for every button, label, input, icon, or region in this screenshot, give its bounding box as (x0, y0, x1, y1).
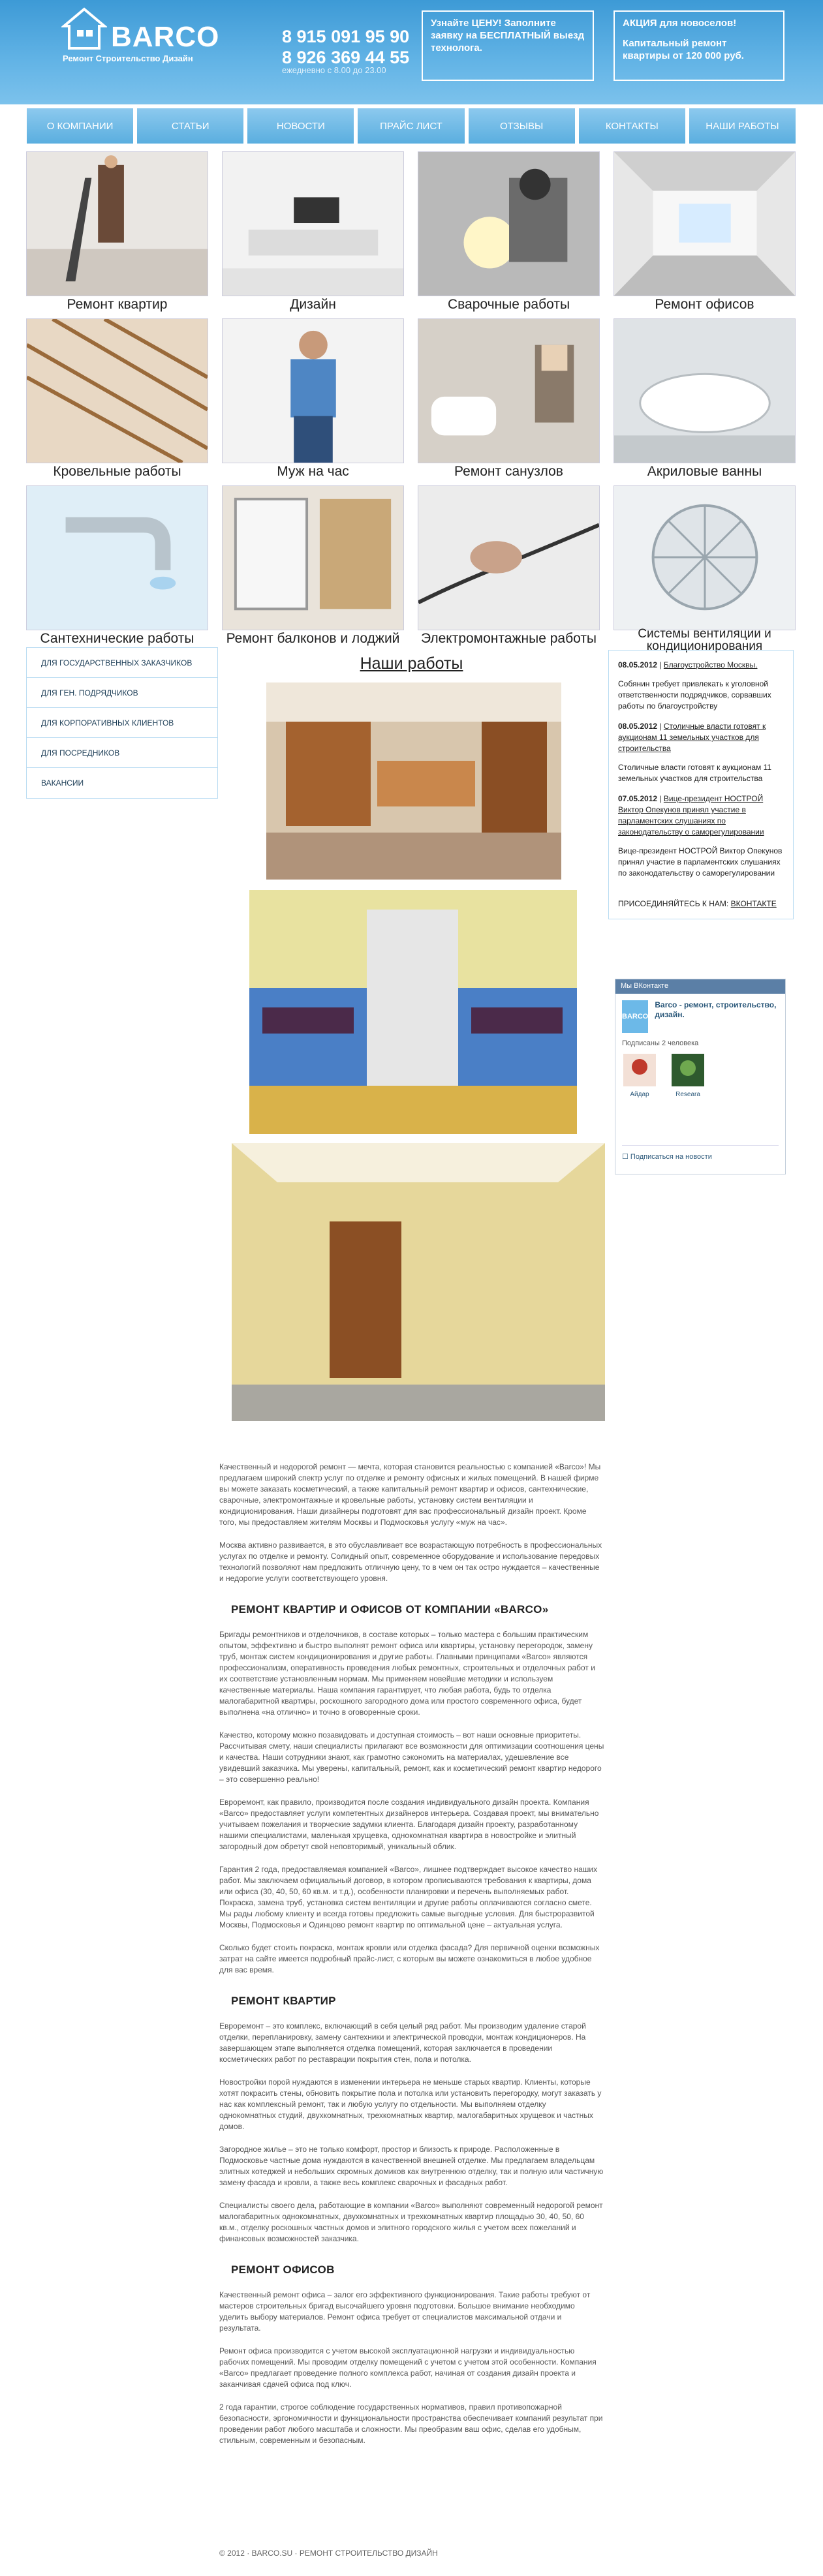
tile-label: Системы вентиляции и кондиционирования (638, 627, 771, 653)
work-photo-kitchen[interactable] (266, 682, 561, 880)
article-paragraph: Москва активно развивается, в это обуславливает все возрастающую потребность в профессиональных услугах по отделке и ремонту. Солидный опыт, современное оборудование и использование передовых технологий позволяют нам предложить отличную цену, то в чем он так остро нуждается – качественные и недорогие услуги соответствующего уровня. (219, 1541, 602, 1583)
tile-design[interactable] (222, 151, 404, 314)
promo-text: Капитальный ремонт квартиры от 120 000 руб. (623, 38, 744, 61)
nav-contacts[interactable]: КОНТАКТЫ (578, 108, 686, 144)
vk-subscribe-checkbox[interactable]: ☐ Подписаться на новости (622, 1145, 779, 1161)
article-paragraph: 2 года гарантии, строгое соблюдение государственных нормативов, правил противопожарной безопасности, эргономичности и функциональности пространства обеспечивает компаний результат при проведении работ любого масштаба и сложности. Мы преобразим ваш офис, сделав его удобным, стильным, современным и безопасным. (219, 2402, 603, 2445)
tile-handyman[interactable] (222, 318, 404, 482)
work-photo-hallway[interactable] (232, 1143, 605, 1421)
tile-plumbing[interactable] (26, 485, 208, 649)
tile-label: Сварочные работы (447, 297, 570, 312)
news-text: Вице-президент НОСТРОЙ Виктор Опекунов принял участие в парламентских слушаниях по законодательству о саморегулировании (618, 846, 783, 878)
article-paragraph: Сколько будет стоить покраска, монтаж кровли или отделка фасада? Для первичной оценки возможных затрат на сайте имеется подробный прайс-лист, с которым вы можете ознакомиться в любое удобное для вас время. (219, 1943, 600, 1974)
phone-2: 8 926 369 44 55 (282, 48, 410, 67)
site-footer: © 2012 · BARCO.SU · РЕМОНТ СТРОИТЕЛЬСТВО ДИЗАЙН (219, 2549, 438, 2558)
follow-label: ПРИСОЕДИНЯЙТЕСЬ К НАМ: (618, 899, 729, 908)
tile-balcony-repair[interactable] (222, 485, 404, 649)
promo-title: АКЦИЯ для новоселов! (623, 18, 737, 29)
free-visit-promo[interactable]: Узнайте ЦЕНУ! Заполните заявку на БЕСПЛАТНЫЙ выезд технолога. (422, 10, 594, 81)
tile-image (613, 151, 796, 296)
tile-acrylic-baths[interactable] (613, 318, 796, 482)
phone-1: 8 915 091 95 90 (282, 27, 410, 46)
site-logo[interactable] (60, 7, 223, 72)
tile-image (26, 318, 208, 463)
news-text: Столичные власти готовят к аукционам 11 земельных участков для строительства (618, 763, 772, 783)
sidebar-item-government[interactable]: ДЛЯ ГОСУДАРСТВЕННЫХ ЗАКАЗЧИКОВ (27, 648, 217, 678)
tile-image (418, 151, 600, 296)
article-heading: РЕМОНТ КВАРТИР (231, 1995, 336, 2007)
tile-image (222, 485, 404, 630)
news-item: 08.05.2012 | Благоустройство Москвы. Собянин требует привлекать к уголовной ответственности подрядчиков, сорвавших работы по благоустройству (618, 660, 784, 712)
tile-electrical[interactable] (418, 485, 600, 649)
news-date: 07.05.2012 (618, 794, 658, 803)
social-follow (618, 898, 784, 910)
article (219, 1462, 604, 2458)
member-avatar-icon (623, 1054, 656, 1086)
tile-label: Муж на час (277, 464, 349, 479)
tile-label: Ремонт квартир (67, 297, 168, 312)
news-date: 08.05.2012 (618, 722, 658, 731)
tile-image (418, 485, 600, 630)
tile-label: Кровельные работы (53, 464, 181, 479)
tile-label: Ремонт балконов и лоджий (226, 631, 400, 646)
tile-label: Ремонт санузлов (454, 464, 563, 479)
logo-word: BARCO (111, 21, 220, 53)
article-paragraph: Специалисты своего дела, работающие в компании «Barco» выполняют современный недорогой ремонт малогабаритных однокомнатных, двухкомнатных и трехкомнатных квартир площадью 30, 40, 50, 60 кв.м., отделку роскошных частных домов и элитного городского жилья с учетом всех пожеланий и финансовых возможностей заказчика. (219, 2201, 603, 2243)
nav-price-list[interactable]: ПРАЙС ЛИСТ (357, 108, 465, 144)
article-paragraph: Гарантия 2 года, предоставляемая компанией «Barco», лишнее подтверждает высокое качество наших работ. Мы заключаем официальный договор, в котором прописываются требования к квартиры, дома или офиса (30, 40, 50, 60 кв.м. и т.д.), особенности планировки и перечень выполняемых работ. Покраска, замена труб, установка систем вентиляции и другие работы оплачиваются согласно смете. Мы рады любому клиенту и всегда готовы предложить самые выгодные условия. Для быстроразвитой Москвы, Подмосковья и Одинцово ремонт квартир по оптимальной цене – актуальная услуга. (219, 1865, 598, 1929)
tile-label: Ремонт офисов (655, 297, 754, 312)
sidebar-item-vacancies[interactable]: ВАКАНСИИ (41, 778, 84, 788)
vk-subscribe-label: Подписаться на новости (630, 1153, 712, 1161)
vk-link[interactable]: ВКОНТАКТЕ (730, 899, 777, 908)
vk-widget-header: Мы ВКонтакте (615, 979, 785, 994)
article-paragraph: Качественный ремонт офиса – залог его эффективного функционирования. Такие работы требуют от мастеров строительных бригад высочайшего уровня подготовки. Большое внимание необходимо уделить выбору материалов. Ремонт офиса требует от специалистов максимальной отдачи и результата. (219, 2290, 591, 2333)
article-paragraph: Новостройки порой нуждаются в изменении интерьера не меньше старых квартир. Клиенты, которые хотят покрасить стены, обновить покрытие пола и потолка или установить перегородку, могут заказать у нас как комплексный ремонт, так и любую услугу по отдельности. Мы выполняем отделку однокомнатных студий, двухкомнатных, трехкомнатных квартир, малогабаритных хрущевок и частных домов. (219, 2078, 602, 2131)
vk-member-name: Researa (675, 1091, 700, 1098)
vk-member[interactable] (622, 1054, 657, 1098)
news-link[interactable]: Вице-президент НОСТРОЙ Виктор Опекунов принял участие в парламентских слушаниях по законодательству о саморегулировании (618, 794, 764, 836)
article-heading: РЕМОНТ ОФИСОВ (231, 2263, 335, 2276)
vk-group[interactable] (615, 994, 785, 1039)
tile-label: Электромонтажные работы (420, 631, 597, 646)
nav-our-works[interactable]: НАШИ РАБОТЫ (689, 108, 796, 144)
article-heading: РЕМОНТ КВАРТИР И ОФИСОВ ОТ КОМПАНИИ «BARCO» (231, 1603, 549, 1616)
tile-apartment-repair[interactable] (26, 151, 208, 314)
vk-subscriber-count: Подписаны 2 человека (622, 1039, 699, 1047)
tile-ventilation[interactable] (613, 485, 796, 653)
member-avatar-icon (672, 1054, 704, 1086)
article-paragraph: Евроремонт – это комплекс, включающий в себя целый ряд работ. Мы производим удаление старой отделки, перепланировку, замену сантехники и электрической проводки, монтаж кондиционеров. На завершающем этапе выполняется отделка помещений, которая заключается в проведении косметических работ по реставрации покрытия стен, пола и потолка. (219, 2021, 586, 2064)
sidebar-item-corporate[interactable]: ДЛЯ КОРПОРАТИВНЫХ КЛИЕНТОВ (27, 708, 217, 738)
news-item: 08.05.2012 | Столичные власти готовят к аукционам 11 земельных участков для строительства Столичные власти готовят к аукционам 11 земельных участков для строительства (618, 721, 784, 784)
tile-welding[interactable] (418, 151, 600, 314)
tile-image (418, 318, 600, 463)
article-paragraph: Качественный и недорогой ремонт — мечта, которая становится реальностью с компанией «Barco»! Мы предлагаем широкий спектр услуг по отделке и ремонту офисных и жилых помещений. В нашей фирме вы можете заказать косметический, а также капитальный ремонт квартир и офисов, сантехнические, сварочные, электромонтажные и кровельные работы, установку систем вентиляции и кондиционирования. Наши дизайнеры подготовят для вас профессиональный дизайн проект. Кроме того, мы предоставляем жителям Москвы и Подмосковья услугу «муж на час». (219, 1462, 601, 1527)
tile-image (613, 318, 796, 463)
article-paragraph: Ремонт офиса производится с учетом высокой эксплуатационной нагрузки и индивидуальностью рабочих помещений. Мы проводим отделку помещений с учетом с учетом этой особенности. Компания «Barco» предлагает проведение полного комплекса работ, начиная от создания дизайн проекта и заканчивая сдачей офиса под ключ. (219, 2346, 597, 2389)
phone-numbers (282, 26, 409, 68)
tile-bathroom-repair[interactable] (418, 318, 600, 482)
sidebar-item-intermediaries[interactable]: ДЛЯ ПОСРЕДНИКОВ (27, 738, 217, 768)
news-item: 07.05.2012 | Вице-президент НОСТРОЙ Виктор Опекунов принял участие в парламентских слушаниях по законодательству о саморегулировании Вице-президент НОСТРОЙ Виктор Опекунов принял участие в парламентских слушаниях по законодательству о саморегулировании (618, 793, 784, 879)
vk-widget (615, 979, 786, 1174)
tile-image (613, 485, 796, 630)
tile-office-repair[interactable] (613, 151, 796, 314)
news-link[interactable]: Благоустройство Москвы. (663, 660, 758, 669)
sidebar-item-general-contractors[interactable]: ДЛЯ ГЕН. ПОДРЯДЧИКОВ (27, 678, 217, 708)
tile-roofing[interactable] (26, 318, 208, 482)
article-paragraph: Качество, которому можно позавидовать и доступная стоимость – вот наши основные приоритеты. Рассчитывая смету, наши специалисты прилагают все возможности для оптимизации соотношения цены и качества. Наши сотрудники знают, как грамотно сэкономить на материалах, удешевление все увидевший заказчика. Мы уверены, капитальный, ремонт, как и косметический ремонт квартир недорого – это совершенно реально! (219, 1730, 604, 1784)
nav-reviews[interactable]: ОТЗЫВЫ (468, 108, 576, 144)
vk-group-name[interactable]: Barco - ремонт, строительство, дизайн. (655, 1000, 777, 1019)
news-date: 08.05.2012 (618, 660, 658, 669)
tile-label: Дизайн (290, 297, 336, 312)
work-photo-bathroom[interactable] (249, 890, 577, 1134)
news-sidebar (608, 650, 794, 919)
tile-label: Акриловые ванны (647, 464, 762, 479)
article-paragraph: Евроремонт, как правило, производится после создания индивидуального дизайн проекта. Компания «Barco» предоставляет услуги компетентных дизайнеров интерьера. Создавая проект, мы внимательно учитываем пожелания и творческие задумки клиента. Благодаря дизайн проекту, разработанному нашими специалистами, маленькая хрущевка, однокомнатная квартира в новостройке и элитный загородный дом обретут свой неповторимый, уникальный облик. (219, 1798, 599, 1851)
main-nav (26, 108, 796, 144)
nav-articles[interactable]: СТАТЬИ (136, 108, 244, 144)
vk-member[interactable] (670, 1054, 706, 1098)
nav-news[interactable]: НОВОСТИ (247, 108, 354, 144)
news-text: Собянин требует привлекать к уголовной ответственности подрядчиков, сорвавших работы по благоустройству (618, 679, 771, 711)
nav-about[interactable]: О КОМПАНИИ (26, 108, 134, 144)
page-title[interactable]: Наши работы (360, 654, 463, 673)
tile-image (222, 318, 404, 463)
tile-image (222, 151, 404, 296)
tile-label: Сантехнические работы (40, 631, 194, 646)
vk-members (615, 1047, 785, 1105)
vk-member-name: Айдар (630, 1091, 649, 1098)
vk-group-logo: BARCO (622, 1000, 648, 1033)
tile-image (26, 485, 208, 630)
site-header (0, 0, 823, 104)
article-paragraph: Бригады ремонтников и отделочников, в составе которых – только мастера с большим практическим опытом, эффективно и быстро выполнят ремонт офиса или квартиры, установку перегородок, замену труб, монтаж систем кондиционирования и другие работы. Главными принципами «Barco» являются профессионализм, оперативность проведения любых ремонтных, строительных и отделочных работ и их соответствие установленным нормам. Мы применяем новейшие методики и используем качественные материалы. Наша компания гарантирует, что любая работа, будь то отделка малогабаритной квартиры, роскошного загородного дома или простого современного офиса, будет выполнена «на отлично» и точно в оговоренные сроки. (219, 1630, 595, 1717)
logo-tagline: Ремонт Строительство Дизайн (63, 54, 193, 63)
working-hours: ежедневно с 8.00 до 23.00 (282, 65, 386, 75)
article-paragraph: Загородное жилье – это не только комфорт, простор и близость к природе. Расположенные в Подмосковье частные дома нуждаются в качественной внешней отделке. Мы предлагаем владельцам элитных котеджей и небольших скромных домиков как внутреннюю отделку, так и полную или частичную замену фасада и кровли, а также весь комплекс сварочных и фасадных работ. (219, 2145, 604, 2187)
house-logo-icon (61, 7, 107, 52)
news-link[interactable]: Столичные власти готовят к аукционам 11 земельных участков для строительства (618, 722, 766, 753)
newcomer-promo[interactable] (613, 10, 784, 81)
tile-image (26, 151, 208, 296)
